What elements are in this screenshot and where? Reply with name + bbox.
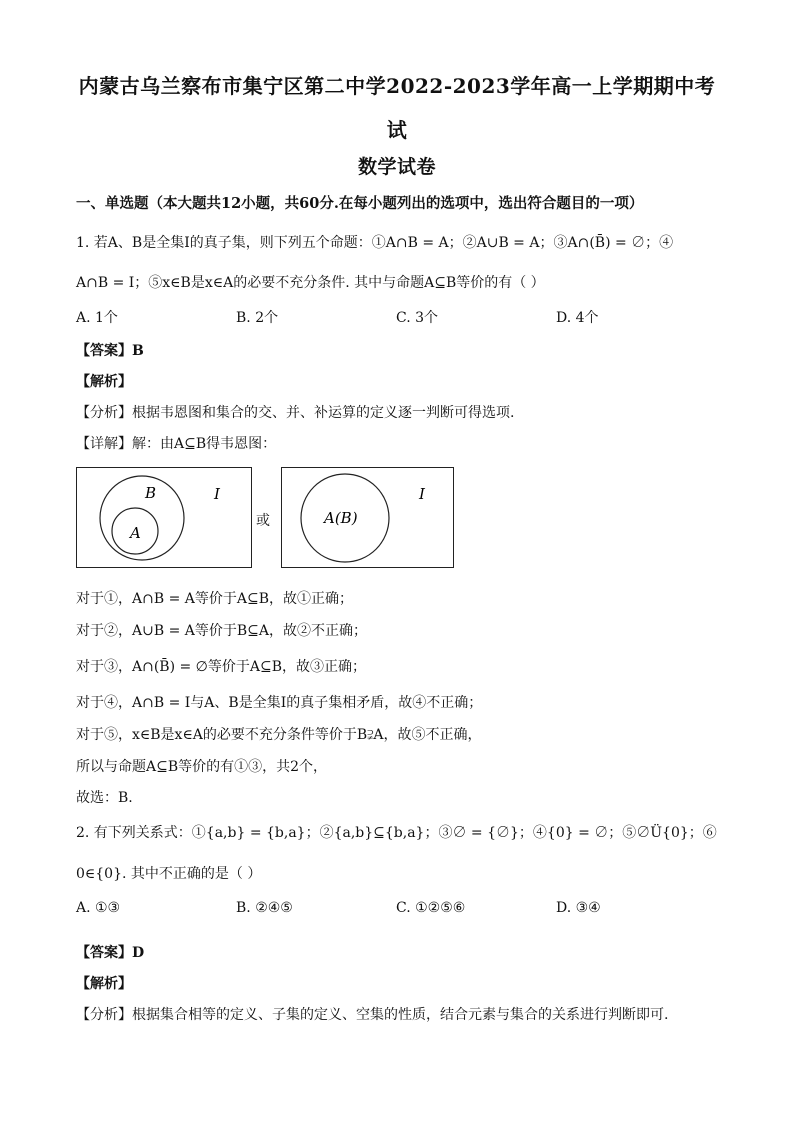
q1-judgement-4: 对于④，A∩B = I与A、B是全集I的真子集相矛盾，故④不正确； bbox=[76, 695, 483, 711]
q1-stem-line2: A∩B = I；⑤x∈B是x∈A的必要不充分条件. 其中与命题A⊆B等价的有（ ） bbox=[76, 275, 545, 291]
section-heading: 一、单选题（本大题共12小题，共60分.在每小题列出的选项中，选出符合题目的一项） bbox=[76, 195, 644, 212]
q1-choice: 故选：B. bbox=[76, 790, 133, 806]
venn-diagram-subset bbox=[76, 467, 252, 568]
q2-fenxi: 【分析】根据集合相等的定义、子集的定义、空集的性质，结合元素与集合的关系进行判断即可. bbox=[76, 1007, 669, 1023]
exam-subtitle: 数学试卷 bbox=[357, 156, 436, 178]
q1-analysis-label: 【解析】 bbox=[76, 374, 132, 390]
q1-judgement-5: 对于⑤，x∈B是x∈A的必要不充分条件等价于B⫌A，故⑤不正确， bbox=[76, 727, 482, 743]
q1-option-c: C. 3个 bbox=[396, 310, 439, 326]
q1-judgement-2: 对于②，A∪B = A等价于B⊆A，故②不正确； bbox=[76, 623, 367, 639]
q1-judgement-1: 对于①，A∩B = A等价于A⊆B，故①正确； bbox=[76, 591, 353, 607]
q2-answer: 【答案】D bbox=[76, 945, 145, 961]
q2-option-b: B. ②④⑤ bbox=[236, 900, 293, 916]
q1-stem-line1: 1. 若A、B是全集I的真子集，则下列五个命题：①A∩B = A；②A∪B = A；③A∩(B̄) = ∅；④ bbox=[76, 235, 674, 251]
venn-label-ab: A(B) bbox=[324, 509, 358, 527]
q1-fenxi: 【分析】根据韦恩图和集合的交、并、补运算的定义逐一判断可得选项. bbox=[76, 405, 515, 421]
exam-title-line2: 试 bbox=[386, 118, 408, 142]
q1-judgement-3: 对于③，A∩(B̄) = ∅等价于A⊆B，故③正确； bbox=[76, 659, 367, 675]
q2-analysis-label: 【解析】 bbox=[76, 976, 132, 992]
venn-label-b: B bbox=[145, 484, 157, 502]
q1-option-d: D. 4个 bbox=[556, 310, 599, 326]
q2-option-a: A. ①③ bbox=[76, 900, 121, 916]
q1-option-a: A. 1个 bbox=[76, 310, 118, 326]
q2-stem-line1: 2. 有下列关系式：①{a,b} = {b,a}；②{a,b}⊆{b,a}；③∅ = {∅}；④{0} = ∅；⑤∅Ü{0}；⑥ bbox=[76, 825, 717, 841]
venn-label-i-right: I bbox=[419, 485, 425, 503]
q1-xiangjie: 【详解】解：由A⊆B得韦恩图： bbox=[76, 436, 277, 452]
exam-title-line1: 内蒙古乌兰察布市集宁区第二中学2022-2023学年高一上学期期中考 bbox=[78, 74, 716, 98]
q1-option-b: B. 2个 bbox=[236, 310, 279, 326]
q2-stem-line2: 0∈{0}. 其中不正确的是（ ） bbox=[76, 866, 262, 882]
q2-option-d: D. ③④ bbox=[556, 900, 601, 916]
venn-label-i: I bbox=[214, 485, 220, 503]
q2-option-c: C. ①②⑤⑥ bbox=[396, 900, 466, 916]
venn-circle-b bbox=[100, 476, 184, 560]
q1-conclusion: 所以与命题A⊆B等价的有①③，共2个， bbox=[76, 759, 328, 775]
venn-label-a: A bbox=[130, 524, 141, 542]
venn-or-label: 或 bbox=[256, 513, 270, 529]
venn-diagram-equal bbox=[281, 467, 454, 568]
q1-answer: 【答案】B bbox=[76, 343, 144, 359]
